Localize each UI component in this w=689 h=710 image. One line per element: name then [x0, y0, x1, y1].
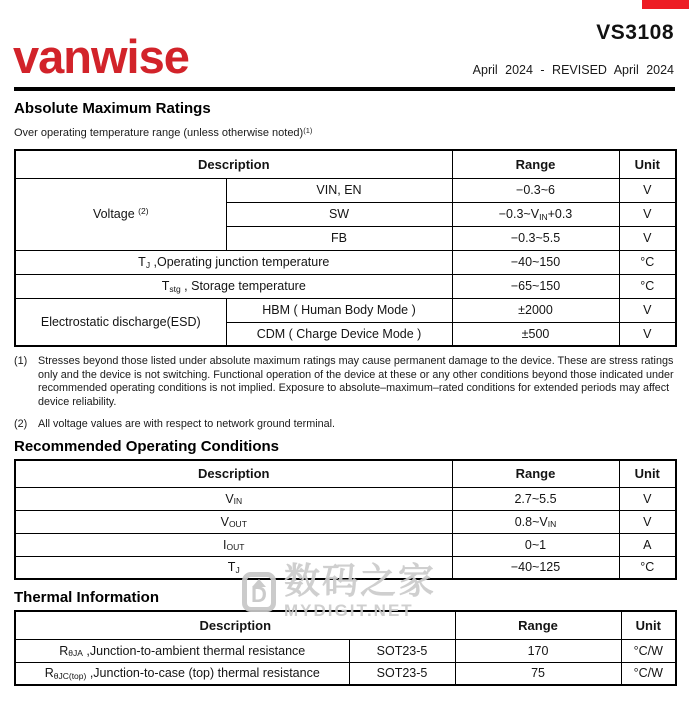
- footnotes: [14, 355, 676, 441]
- cell-unit: V: [619, 298, 676, 322]
- footnote-label: (1): [14, 355, 28, 367]
- cell-parameter: FB: [226, 226, 452, 250]
- watermark-chinese-text: 数码之家: [284, 560, 437, 601]
- cell-unit: V: [619, 202, 676, 226]
- row-vout: [15, 510, 676, 533]
- cell-range: $0.8\sim V_{IN}$: [452, 510, 619, 533]
- cell-description: $R_{\theta JC(top)}$ ,Junction-to-case (top) thermal resistance: [15, 662, 349, 685]
- footnote-text: All voltage values are with respect to network ground terminal.: [38, 418, 336, 430]
- cell-description: $R_{\theta JA}$ ,Junction-to-ambient thermal resistance: [15, 639, 349, 662]
- cell-range: −40~150: [452, 250, 619, 274]
- col-header-description: Description: [15, 150, 452, 178]
- part-number: VS3108: [596, 21, 674, 44]
- cell-parameter: HBM ( Human Body Mode ): [226, 298, 452, 322]
- col-header-unit: Unit: [621, 611, 676, 639]
- cell-parameter: SW: [226, 202, 452, 226]
- cell-unit: A: [619, 533, 676, 556]
- absolute-maximum-ratings-table: [14, 149, 677, 347]
- cell-parameter: VIN, EN: [226, 178, 452, 202]
- cell-unit: °C: [619, 274, 676, 298]
- col-header-range: Range: [452, 460, 619, 487]
- cell-package: SOT23-5: [349, 662, 455, 685]
- cell-unit: V: [619, 226, 676, 250]
- footnote-2: [14, 418, 676, 432]
- cell-description: $T_J$: [15, 556, 452, 579]
- col-header-unit: Unit: [619, 460, 676, 487]
- thermal-information-table: [14, 610, 677, 686]
- col-header-range: Range: [452, 150, 619, 178]
- table-header-row: [15, 460, 676, 487]
- section-title-thermal-information: Thermal Information: [14, 589, 160, 606]
- footnote-text: Stresses beyond those listed under absolute maximum ratings may cause permanent damage to the device. These are stress ratings only and the device is not switching. Functional operation of the device at these or any other conditions beyond those indicated under recommended operating conditions is not implied. Exposure to absolute–maximum–rated conditions for extended periods may affect device reliability.: [38, 355, 674, 408]
- cell-voltage-group: Voltage $^{(2)}$: [15, 178, 226, 250]
- row-iout: [15, 533, 676, 556]
- watermark-logo-letter: D: [251, 582, 267, 607]
- table-header-row: [15, 150, 676, 178]
- cell-package: SOT23-5: [349, 639, 455, 662]
- row-tj: [15, 250, 676, 274]
- watermark-site-url: MYDIGIT.NET: [284, 601, 414, 620]
- footnote-label: (2): [14, 418, 28, 430]
- row-esd-hbm: [15, 298, 676, 322]
- cell-description: $T_J$ ,Operating junction temperature: [15, 250, 452, 274]
- row-rtheta-ja: [15, 639, 676, 662]
- row-vin: [15, 487, 676, 510]
- section-title-recommended-operating-conditions: Recommended Operating Conditions: [14, 438, 280, 455]
- table-header-row: [15, 611, 676, 639]
- cell-unit: V: [619, 487, 676, 510]
- cell-range: 170: [455, 639, 621, 662]
- cell-description: $T_{stg}$ , Storage temperature: [15, 274, 452, 298]
- col-header-range: Range: [455, 611, 621, 639]
- cell-range: −65~150: [452, 274, 619, 298]
- row-tj: [15, 556, 676, 579]
- cell-range: ±2000: [452, 298, 619, 322]
- col-header-description: Description: [15, 460, 452, 487]
- vanwise-logo: vanwise: [13, 30, 189, 83]
- col-header-description: Description: [15, 611, 455, 639]
- revision-line: April 2024 - REVISED April 2024: [472, 63, 674, 77]
- cell-unit: °C/W: [621, 639, 676, 662]
- footnote-1: [14, 355, 676, 409]
- cell-unit: °C: [619, 250, 676, 274]
- recommended-operating-conditions-table: [14, 459, 677, 580]
- abs-max-subtitle: Over operating temperature range (unless otherwise noted)$^{(1)}$: [14, 125, 313, 139]
- cell-unit: V: [619, 510, 676, 533]
- cell-range: 0~1: [452, 533, 619, 556]
- cell-range: ±500: [452, 322, 619, 346]
- cell-unit: °C/W: [621, 662, 676, 685]
- col-header-unit: Unit: [619, 150, 676, 178]
- cell-unit: V: [619, 178, 676, 202]
- cell-description: $V_{OUT}$: [15, 510, 452, 533]
- cell-range: 75: [455, 662, 621, 685]
- cell-range: −0.3~5.5: [452, 226, 619, 250]
- cell-description: $V_{IN}$: [15, 487, 452, 510]
- cell-unit: V: [619, 322, 676, 346]
- red-corner-tab: [642, 0, 689, 9]
- row-rtheta-jc-top: [15, 662, 676, 685]
- cell-range: −40~125: [452, 556, 619, 579]
- cell-parameter: CDM ( Charge Device Mode ): [226, 322, 452, 346]
- cell-esd-group: Electrostatic discharge(ESD): [15, 298, 226, 346]
- section-title-absolute-maximum-ratings: Absolute Maximum Ratings: [14, 100, 211, 117]
- row-vin-en: [15, 178, 676, 202]
- cell-range: −0.3~6: [452, 178, 619, 202]
- cell-description: $I_{OUT}$: [15, 533, 452, 556]
- cell-range: $-0.3\sim V_{IN}+0.3$: [452, 202, 619, 226]
- row-tstg: [15, 274, 676, 298]
- cell-unit: °C: [619, 556, 676, 579]
- house-roof-icon: [252, 579, 266, 587]
- header-rule: [14, 87, 675, 91]
- cell-range: 2.7~5.5: [452, 487, 619, 510]
